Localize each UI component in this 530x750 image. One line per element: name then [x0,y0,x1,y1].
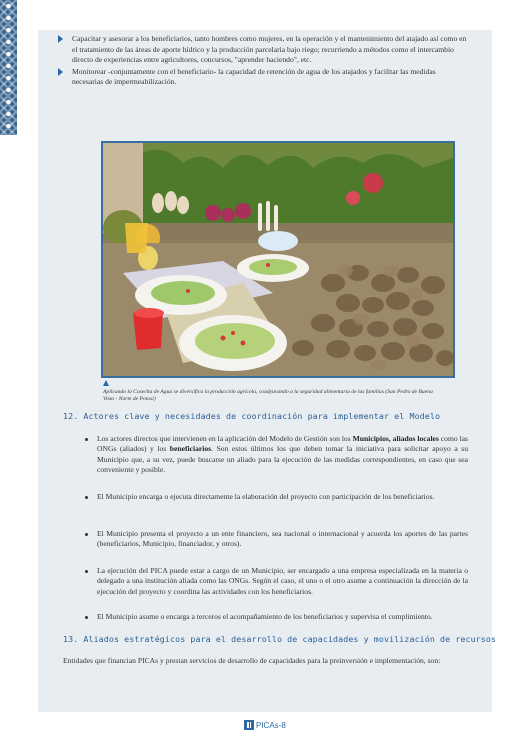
list-item [84,566,468,597]
section-12-bullet-list [84,612,468,622]
bullet-dot-icon [85,533,88,536]
list-item-text: El Municipio asume o encarga a terceros el acompañamiento de los beneficiarios y supervisa el cumplimiento. [97,612,433,621]
list-item-text: Los actores directos que intervienen en la aplicación del Modelo de Gestión son los [97,434,353,443]
page-number: PICAs-8 [256,720,286,730]
bold-text: beneficiarios [169,444,212,454]
section-13-paragraph: Entidades que financian PICAs y prestan servicios de desarrollo de capacidades para la preinversión e implementación, son: [63,656,441,665]
caption-arrow-icon [103,380,109,386]
bullet-dot-icon [85,496,88,499]
list-item-text: como las ONGs (aliados) y los [97,434,468,454]
vegetables-photo-illustration [103,143,453,376]
section-12-bullet-list [84,566,468,597]
photo [101,141,455,378]
section-12-bullet-list [84,434,468,476]
page-footer [244,719,286,731]
bullet-dot-icon [85,616,88,619]
list-item [58,34,468,66]
bold-text: Municipios, aliados locales [352,434,439,443]
list-item [84,612,468,622]
bullet-dot-icon [85,438,88,441]
top-bullet-list [58,34,468,89]
bullet-dot-icon [85,570,88,573]
list-item-text: El Municipio presenta el proyecto a un ente financiero, sea nacional o internacional y acuerda los aportes de las partes (beneficiarios, Municipio, financiador, y otros). [97,529,468,549]
section-12-bullet-list [84,529,468,550]
list-item [58,67,468,88]
triangle-bullet-icon [58,68,63,76]
list-item-text: Monitorear -conjuntamente con el beneficiario- la capacidad de retención de agua de los atajados y facilitar las medidas necesarias de impermeabilización. [72,66,436,87]
section-12-bullet-list [84,492,468,502]
list-item-text: La ejecución del PICA puede estar a cargo de un Municipio, ser encargado a una empresa especializada en la materia o delegado a una institución aliada como las ONGs. Según el caso, el uno o el otro asume a continuación la dirección de la ejecución del proyecto y coordina las actividades con los beneficiarios. [97,566,468,596]
list-item [84,434,468,476]
section-12-heading: 12. Actores clave y necesidades de coordinación para implementar el Modelo [63,411,441,421]
triangle-bullet-icon [58,35,63,43]
photo-caption: Aplicando la Cosecha de Agua se diversifica la producción agrícola, coadyuvando a la seguridad alimentaria de las familias (San Pedro de Buena Vista - Norte de Potosí) [103,389,433,403]
list-item-text: . Son estos últimos los que deben tomar la iniciativa para solicitar apoyo a su Municipio que, a su vez, puede buscarse un aliado para la ejecución de las medidas correspondientes, en caso que sea conveniente y posible. [97,444,468,475]
list-item [84,492,468,502]
section-13-heading: 13. Aliados estratégicos para el desarrollo de capacidades y movilización de recursos [63,634,497,644]
picas-logo-icon [244,720,254,730]
decorative-border [0,0,17,135]
list-item-text: Capacitar y asesorar a los beneficiarios, tanto hombres como mujeres, en la operación y el mantenimiento del atajado así como en el tratamiento de las áreas de aporte hídrico y la producción parcelaria bajo riego; recurriendo a métodos como el intercambio directo de experiencias entre agricultores, concursos, "aprender haciendo", etc. [72,34,467,65]
list-item [84,529,468,550]
list-item-text: El Municipio encarga o ejecuta directamente la elaboración del proyecto con participación de los beneficiarios. [97,492,435,501]
